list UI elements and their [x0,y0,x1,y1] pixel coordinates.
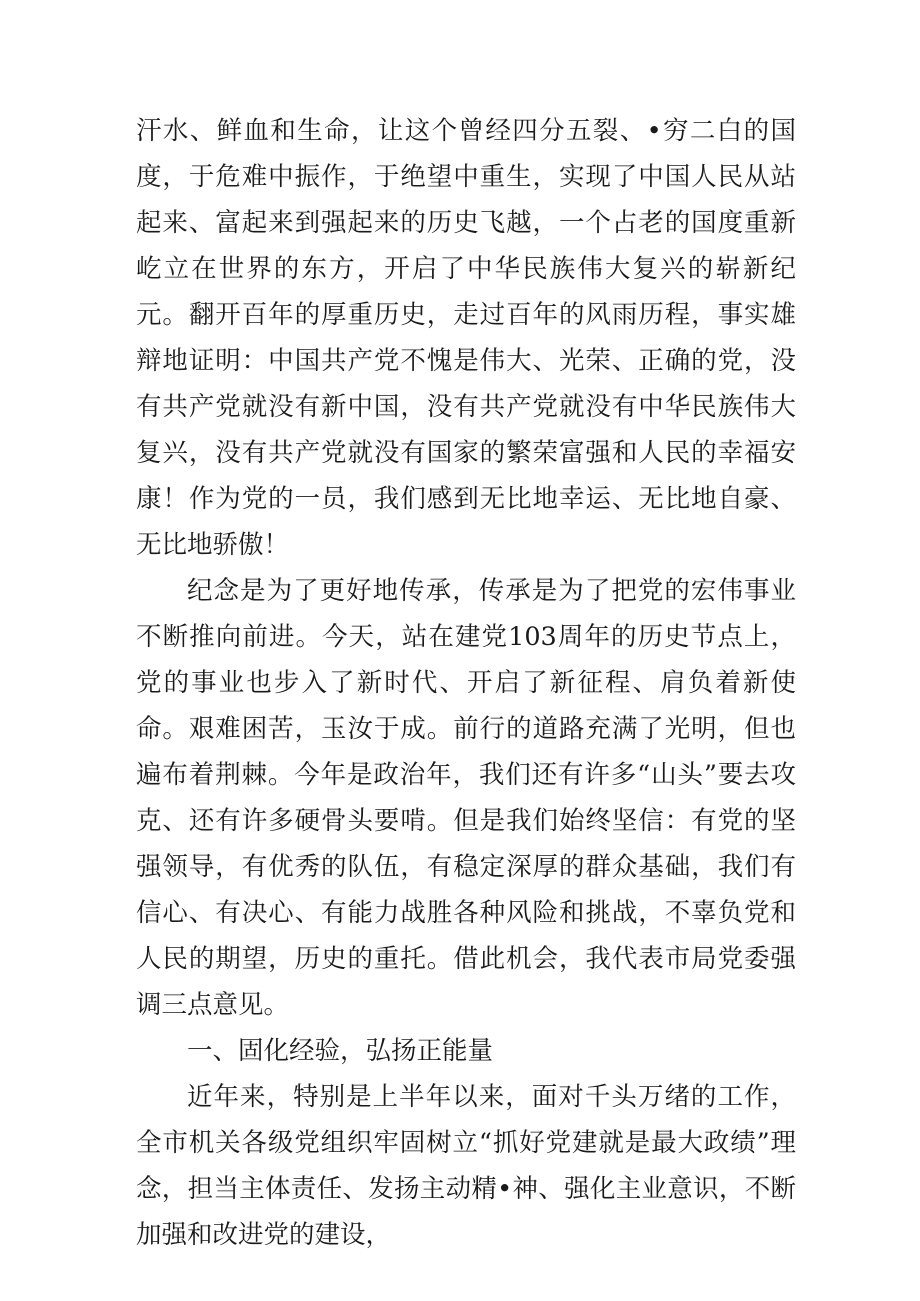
document-body [136,108,796,1258]
paragraph-commemoration: 纪念是为了更好地传承，传承是为了把党的宏伟事业不断推向前进。今天，站在建党103周年的历史节点上，党的事业也步入了新时代、开启了新征程、肩负着新使命。艰难困苦，玉汝于成。前行的道路充满了光明，但也遍布着荆棘。今年是政治年，我们还有许多“山头”要去攻克、还有许多硬骨头要啃。但是我们始终坚信：有党的坚强领导，有优秀的队伍，有稳定深厚的群众基础，我们有信心、有决心、有能力战胜各种风险和挑战，不辜负党和人民的期望，历史的重托。借此机会，我代表市局党委强调三点意见。 [136,576,796,1020]
section-heading-one: 一、固化经验，弘扬正能量 [187,1036,494,1066]
paragraph-continuation: 汗水、鲜血和生命，让这个曾经四分五裂、•穷二白的国度，于危难中振作，于绝望中重生，实现了中国人民从站起来、富起来到强起来的历史飞越，一个占老的国度重新屹立在世界的东方，开启了中华民族伟大复兴的崭新纪元。翻开百年的厚重历史，走过百年的风雨历程，事实雄辩地证明：中国共产党不愧是伟大、光荣、正确的党，没有共产党就没有新中国，没有共产党就没有中华民族伟大复兴，没有共产党就没有国家的繁荣富强和人民的幸福安康！作为党的一员，我们感到无比地幸运、无比地自豪、无比地骄傲！ [136,116,796,560]
paragraph-recent-years: 近年来，特别是上半年以来，面对千头万绪的工作，全市机关各级党组织牢固树立“抓好党建就是最大政绩”理念，担当主体责任、发扬主动精•神、强化主业意识，不断加强和改进党的建设， [136,1082,796,1250]
